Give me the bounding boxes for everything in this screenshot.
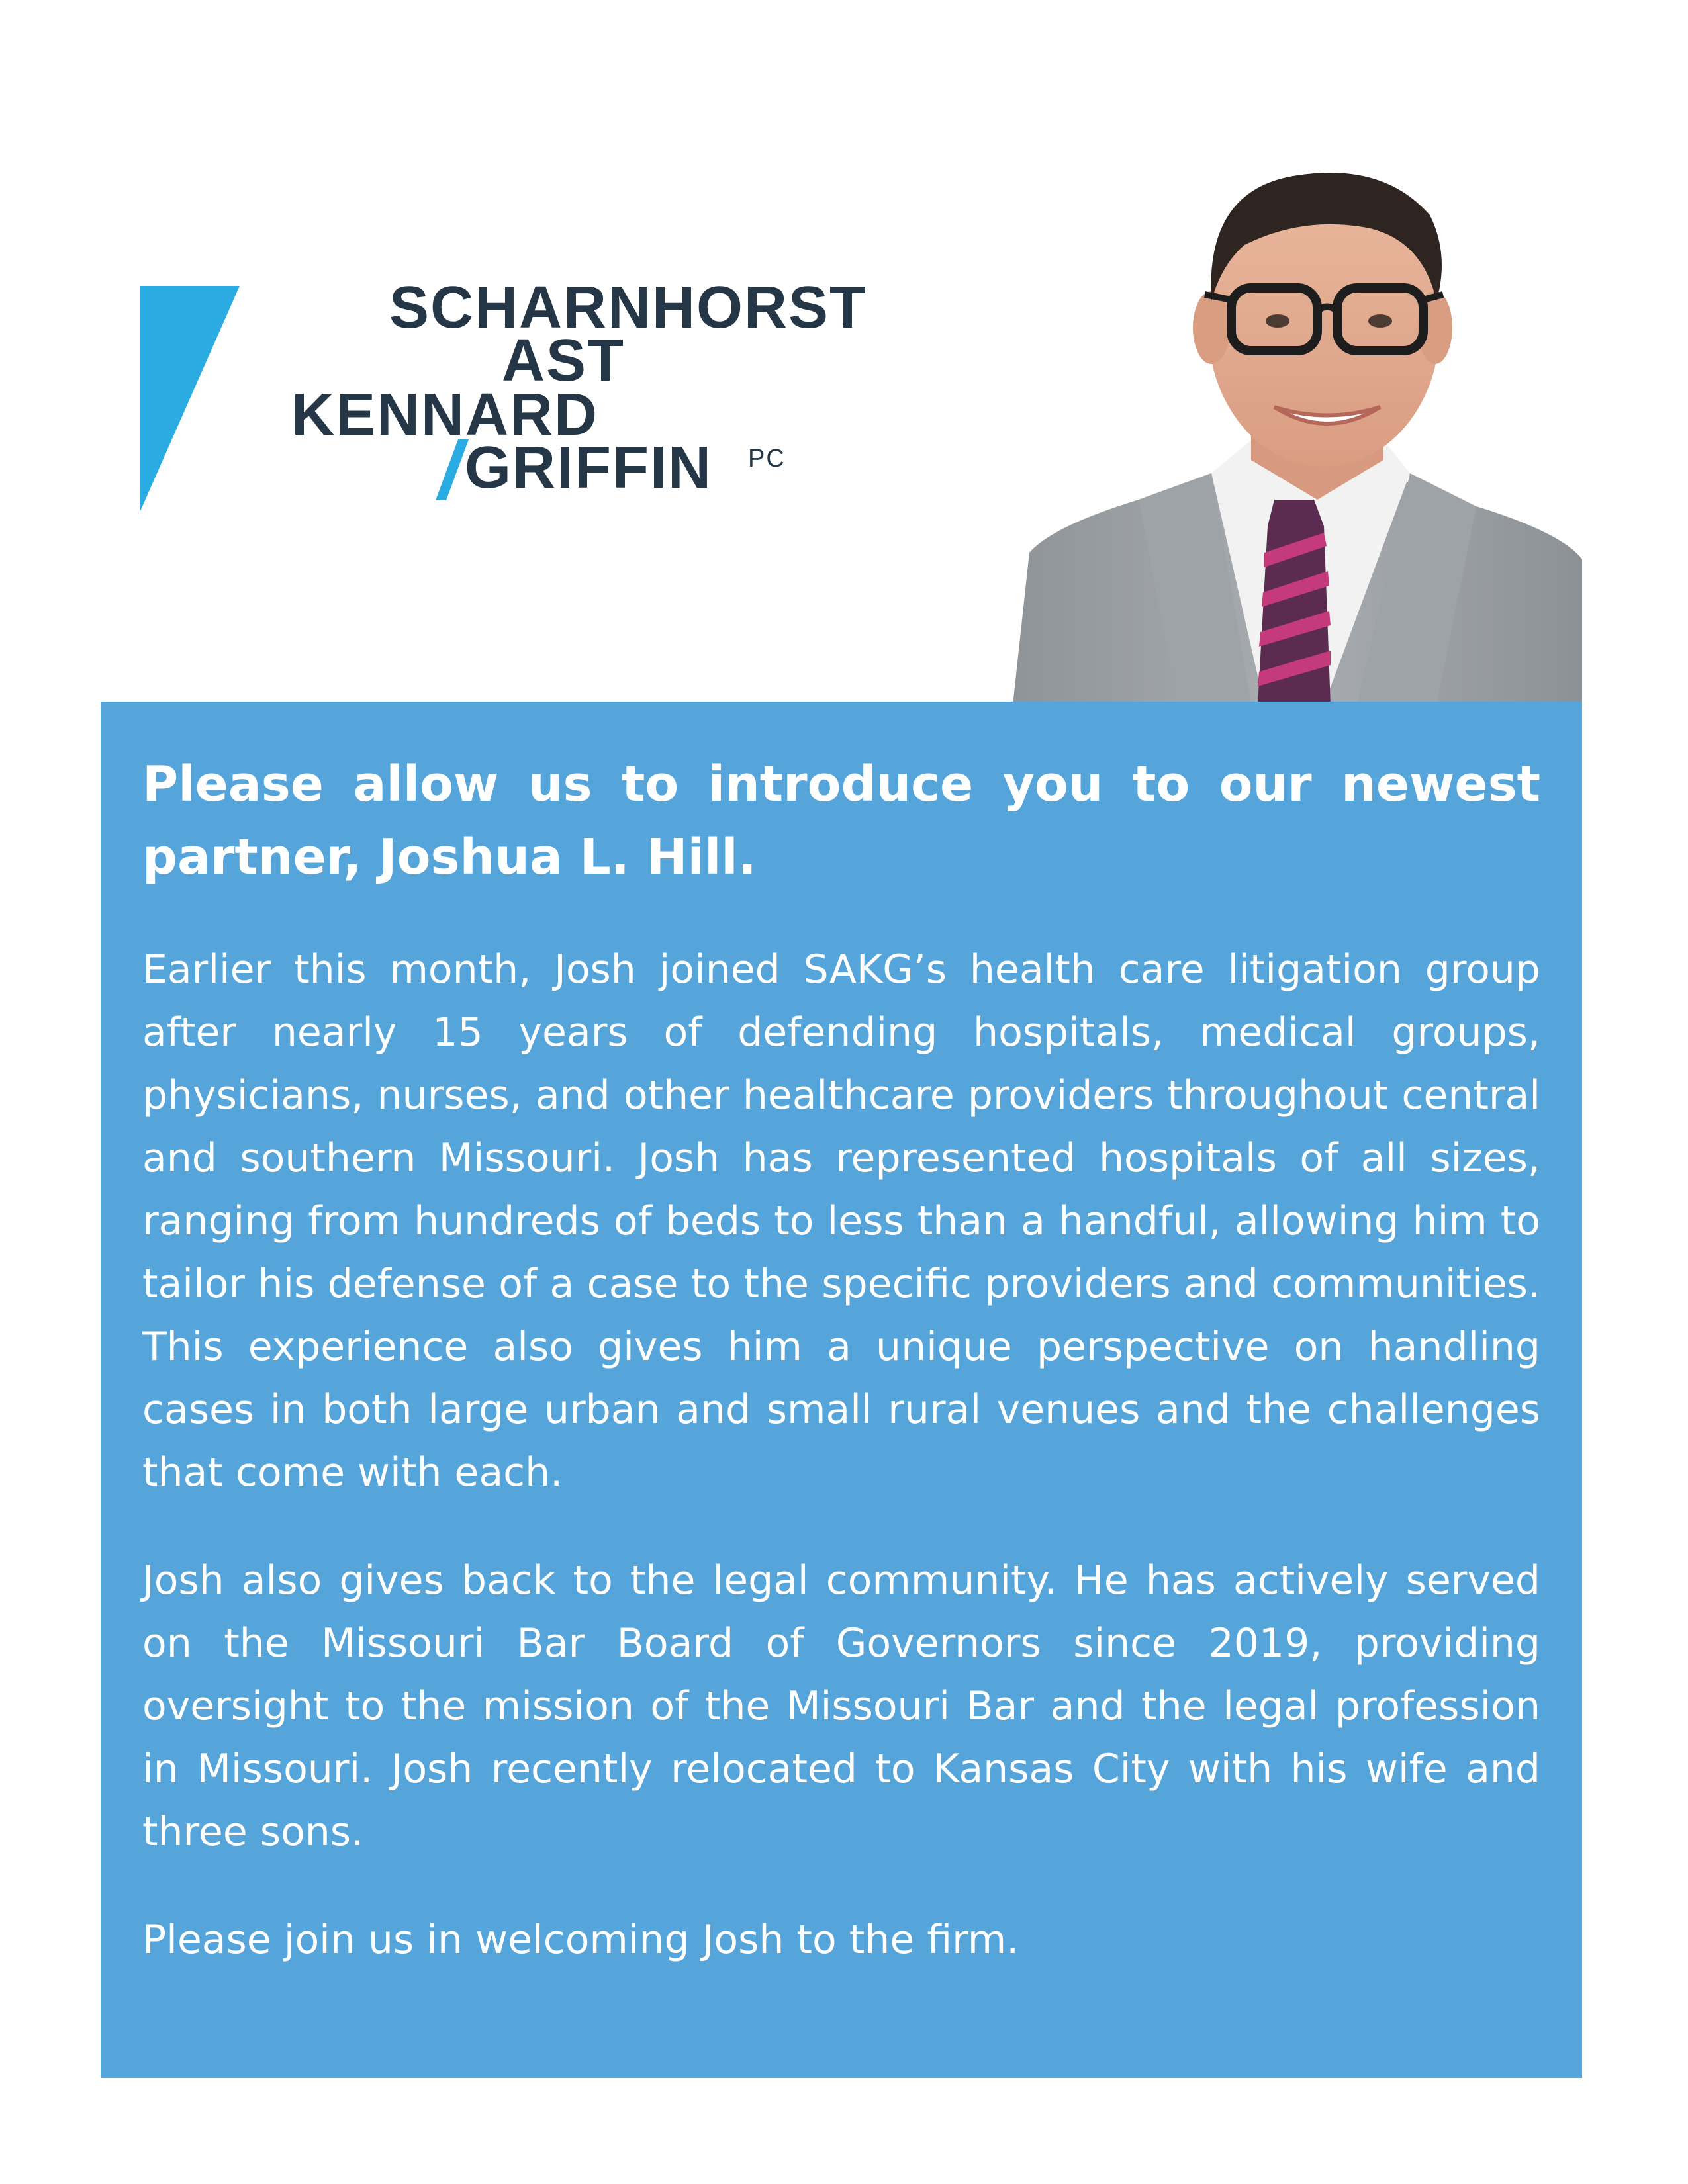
logo-triangle-icon (140, 286, 240, 511)
paragraph-community: Josh also gives back to the legal community. He has actively served on the Missouri Bar Board of Governors since 2019, providing oversight to the mission of the Missouri Bar and the legal profession in Missouri. Josh recently relocated to Kansas City with his wife and three sons. (142, 1557, 1540, 1855)
portrait-photo (1013, 129, 1582, 705)
logo-line-kennard: KENNARD (291, 382, 598, 448)
paragraph-welcome: Please join us in welcoming Josh to the firm. (142, 1917, 1019, 1963)
logo-line-ast: AST (502, 328, 625, 394)
logo-pc-suffix: PC (748, 445, 786, 473)
logo-line-griffin: GRIFFIN (465, 435, 712, 501)
logo-line-scharnhorst: SCHARNHORST (389, 275, 868, 341)
firm-logo (291, 275, 914, 503)
paragraph-experience: Earlier this month, Josh joined SAKG’s health care litigation group after nearly 15 years of defending hospitals, medical groups, physicians, nurses, and other healthcare providers throughout central and southern Missouri. Josh has represented hospitals of all sizes, ranging from hundreds of beds to less than a handful, allowing him to tailor his defense of a case to the specific providers and communities. This experience also gives him a unique perspective on handling cases in both large urban and small rural venues and the challenges that come with each. (142, 946, 1540, 1496)
announcement-panel (101, 702, 1582, 2078)
announcement-heading: Please allow us to introduce you to our newest partner, Joshua L. Hill. (142, 756, 1540, 886)
logo-slash-icon (436, 439, 469, 500)
